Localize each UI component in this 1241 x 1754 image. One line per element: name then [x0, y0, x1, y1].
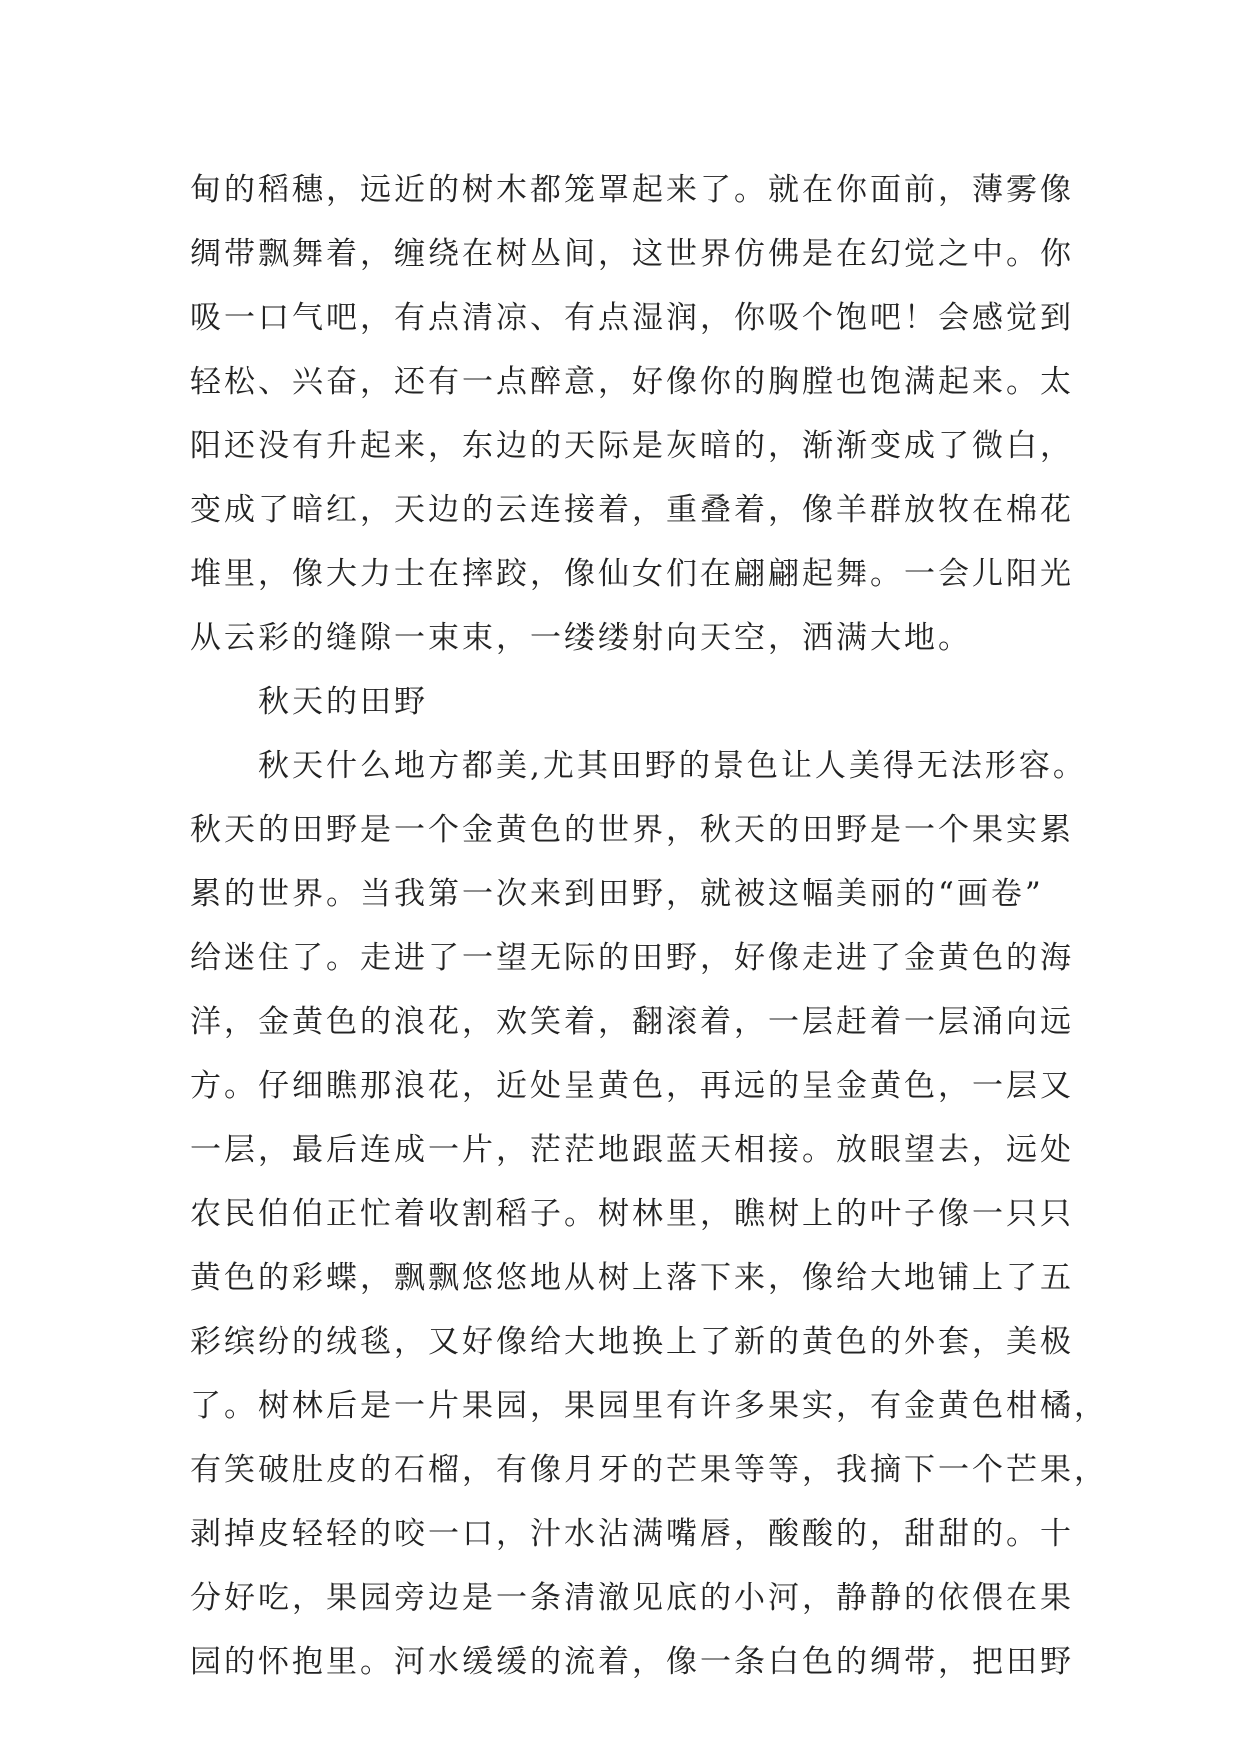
paragraph-line: 秋天的田野是一个金黄色的世界，秋天的田野是一个果实累 [190, 812, 1074, 848]
text-line: 绸带飘舞着，缠绕在树丛间，这世界仿佛是在幻觉之中。你 [190, 236, 1074, 272]
paragraph-line: 洋，金黄色的浪花，欢笑着，翻滚着，一层赶着一层涌向远 [190, 1004, 1074, 1040]
section-heading: 秋天的田野 [258, 684, 428, 720]
paragraph-line: 一层，最后连成一片，茫茫地跟蓝天相接。放眼望去，远处 [190, 1132, 1074, 1168]
paragraph-line: 农民伯伯正忙着收割稻子。树林里，瞧树上的叶子像一只只 [190, 1196, 1074, 1232]
text-line: 甸的稻穗，远近的树木都笼罩起来了。就在你面前，薄雾像 [190, 172, 1074, 208]
paragraph-line: 黄色的彩蝶，飘飘悠悠地从树上落下来，像给大地铺上了五 [190, 1260, 1074, 1296]
text-line: 堆里，像大力士在摔跤，像仙女们在翩翩起舞。一会儿阳光 [190, 556, 1074, 592]
text-line: 吸一口气吧，有点清凉、有点湿润，你吸个饱吧！会感觉到 [190, 300, 1074, 336]
paragraph-line: 园的怀抱里。河水缓缓的流着，像一条白色的绸带，把田野 [190, 1644, 1074, 1680]
paragraph-line: 了。树林后是一片果园，果园里有许多果实，有金黄色柑橘， [190, 1388, 1108, 1424]
text-line: 变成了暗红，天边的云连接着，重叠着，像羊群放牧在棉花 [190, 492, 1074, 528]
paragraph-line: 方。仔细瞧那浪花，近处呈黄色，再远的呈金黄色，一层又 [190, 1068, 1074, 1104]
text-line: 阳还没有升起来，东边的天际是灰暗的，渐渐变成了微白， [190, 428, 1074, 464]
paragraph-line: 剥掉皮轻轻的咬一口，汁水沾满嘴唇，酸酸的，甜甜的。十 [190, 1516, 1074, 1552]
paragraph-line: 有笑破肚皮的石榴，有像月牙的芒果等等，我摘下一个芒果， [190, 1452, 1108, 1488]
text-line: 轻松、兴奋，还有一点醉意，好像你的胸膛也饱满起来。太 [190, 364, 1074, 400]
paragraph-line: 分好吃，果园旁边是一条清澈见底的小河，静静的依偎在果 [190, 1580, 1074, 1616]
document-body [190, 158, 1108, 1694]
paragraph-line: 给迷住了。走进了一望无际的田野，好像走进了金黄色的海 [190, 940, 1074, 976]
paragraph-line: 秋天什么地方都美,尤其田野的景色让人美得无法形容。 [258, 748, 1087, 784]
text-line: 从云彩的缝隙一束束，一缕缕射向天空，洒满大地。 [190, 620, 972, 656]
paragraph-line: 累的世界。当我第一次来到田野，就被这幅美丽的“画卷” [190, 876, 1044, 912]
paragraph-line: 彩缤纷的绒毯，又好像给大地换上了新的黄色的外套，美极 [190, 1324, 1074, 1360]
